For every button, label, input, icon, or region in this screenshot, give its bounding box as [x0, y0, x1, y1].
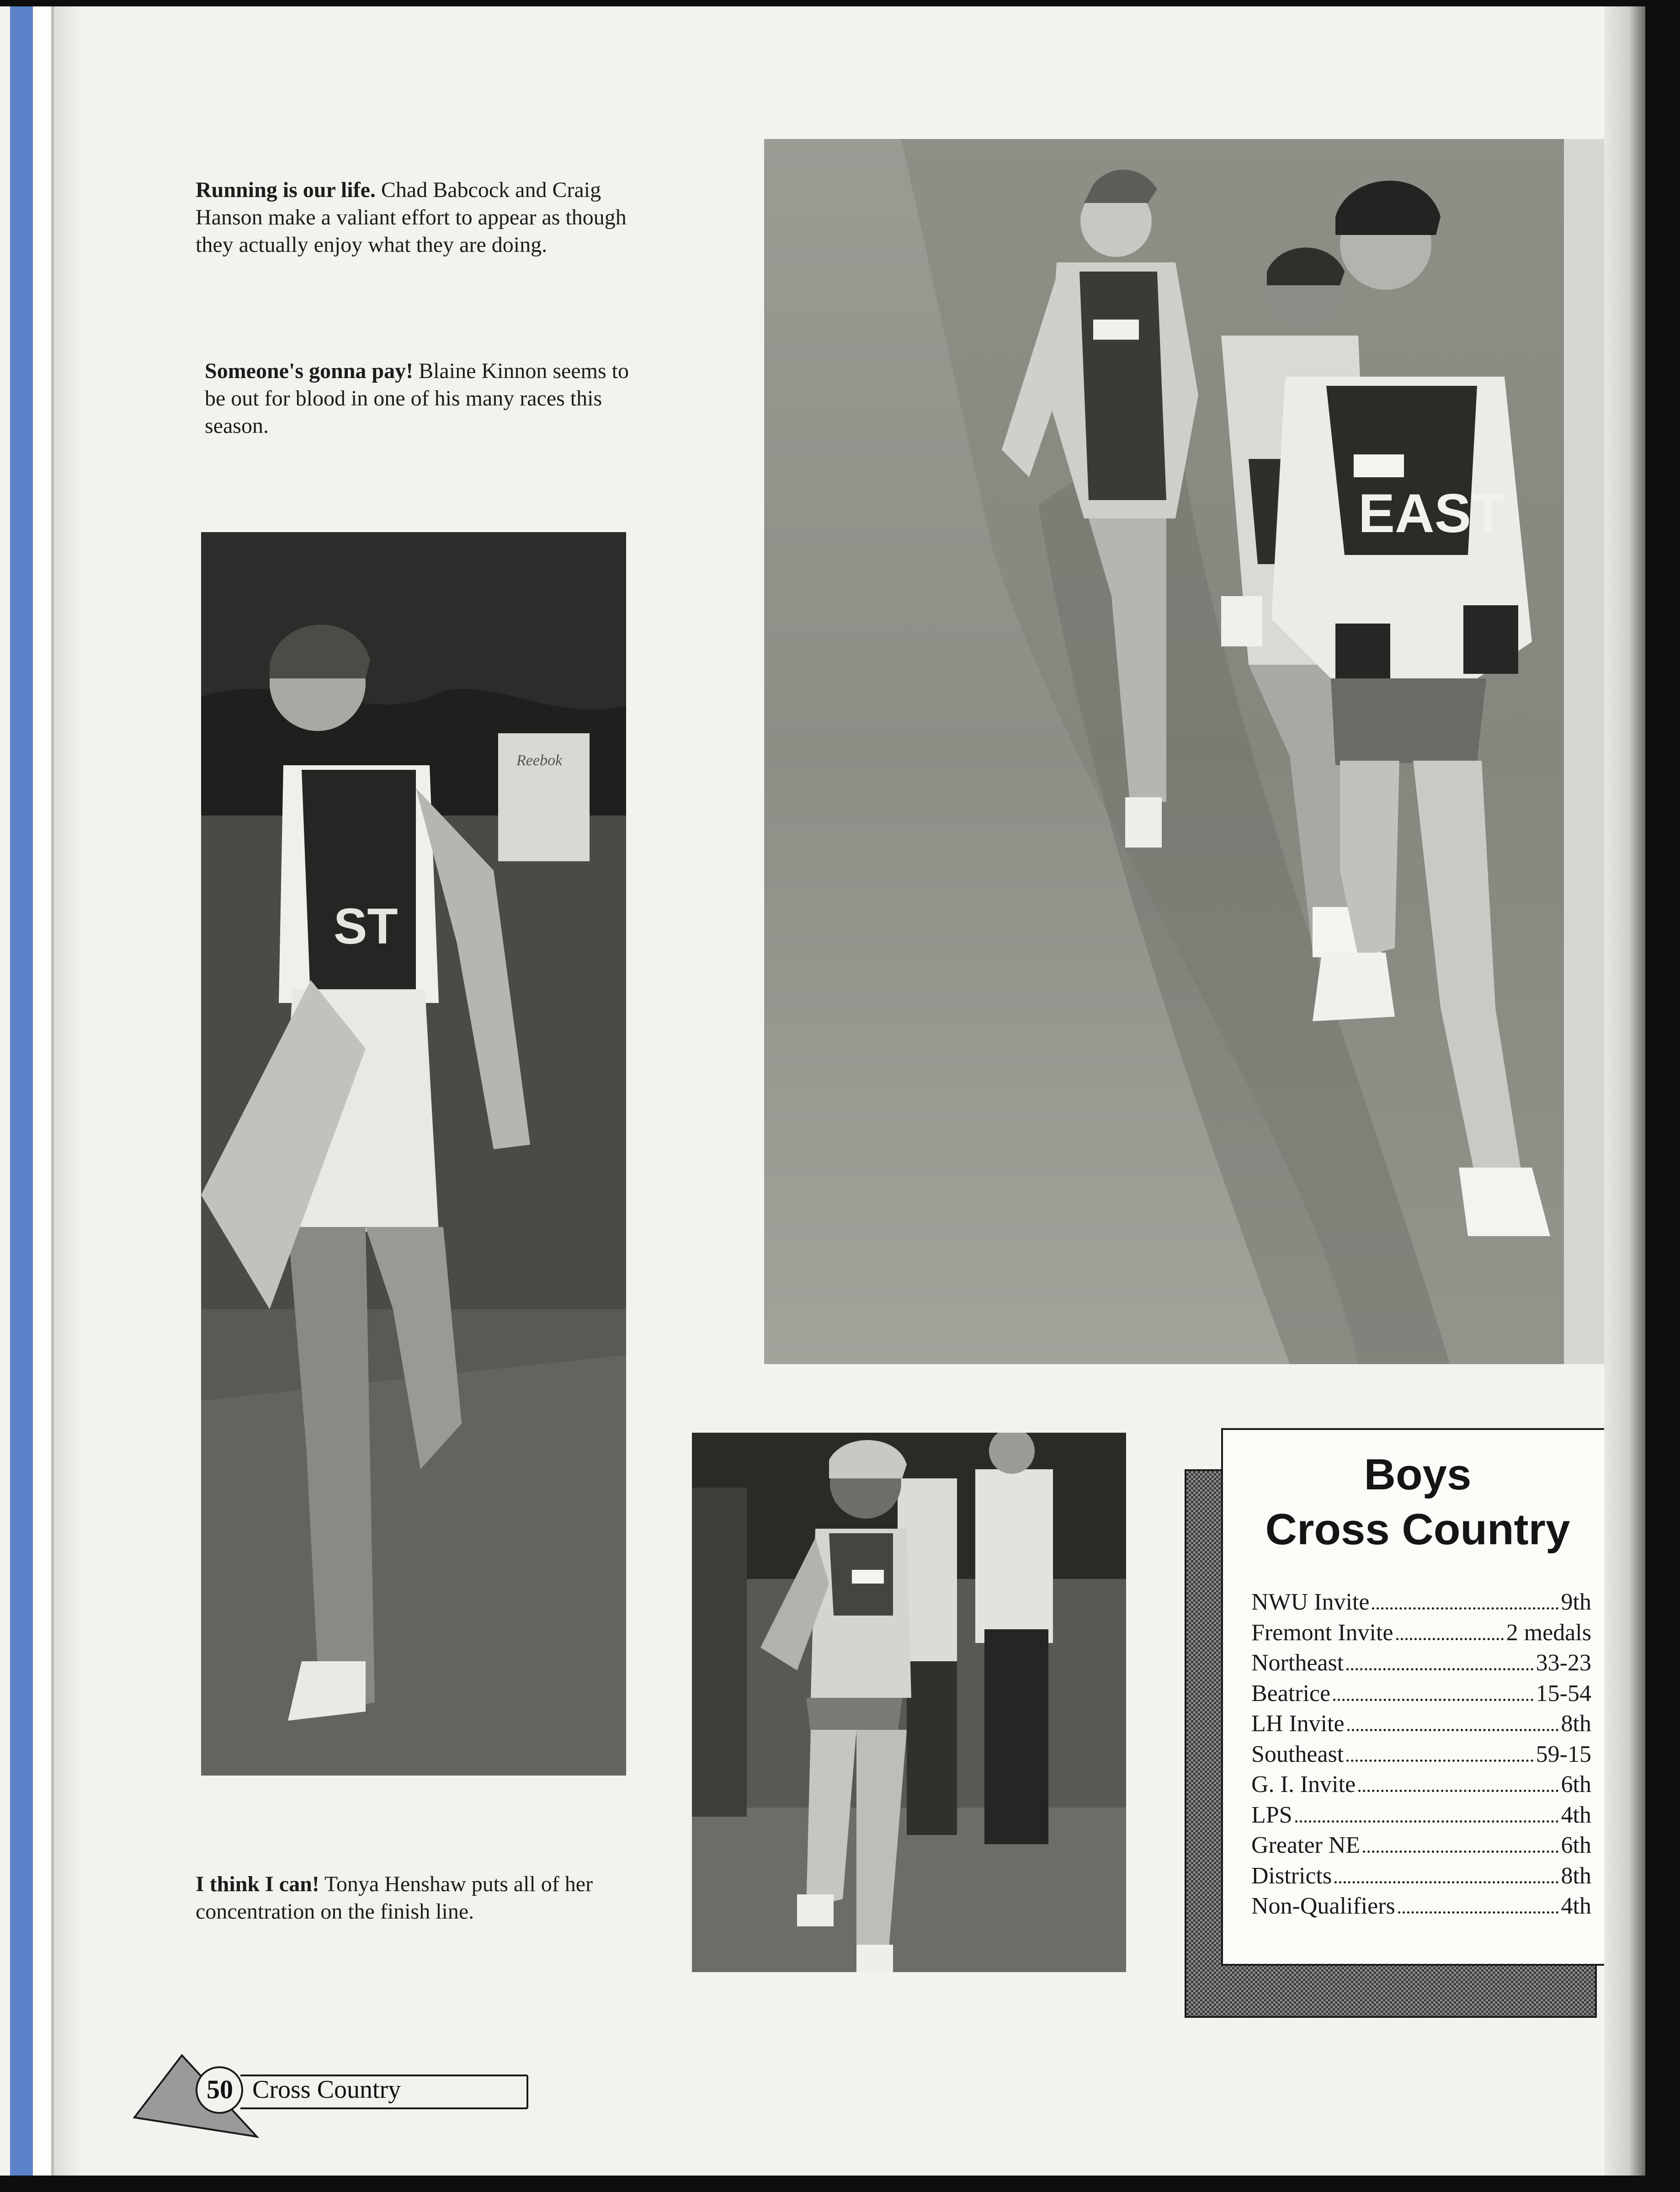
yearbook-page: [0, 6, 1645, 2176]
stats-event: LH Invite: [1251, 1711, 1345, 1737]
stats-leader: [1334, 1881, 1558, 1883]
stats-event: Northeast: [1251, 1650, 1344, 1676]
stats-event: Beatrice: [1251, 1680, 1331, 1707]
page-number: 50: [207, 2075, 233, 2104]
stats-title-line2: Cross Country: [1265, 1505, 1570, 1554]
stats-row: [1251, 1618, 1591, 1648]
caption-someone-lead: Someone's gonna pay!: [205, 359, 414, 383]
main-photo-jersey-text: EAST: [1358, 483, 1505, 544]
stats-result: 4th: [1561, 1893, 1591, 1919]
stats-leader: [1333, 1699, 1533, 1701]
section-label: Cross Country: [252, 2075, 401, 2104]
stats-row: [1251, 1770, 1591, 1800]
stats-event: Fremont Invite: [1251, 1619, 1393, 1646]
left-photo-jersey-text: ST: [334, 898, 398, 955]
stats-row: [1251, 1709, 1591, 1739]
stats-row: [1251, 1830, 1591, 1861]
caption-i-think-lead: I think I can!: [196, 1872, 319, 1896]
stats-result: 6th: [1561, 1832, 1591, 1858]
stats-box: [1221, 1428, 1614, 1966]
stats-result: 9th: [1561, 1589, 1591, 1615]
stats-result: 59-15: [1536, 1741, 1591, 1767]
stats-row: [1251, 1739, 1591, 1770]
stats-leader: [1398, 1911, 1558, 1914]
caption-running-lead: Running is our life.: [196, 178, 376, 202]
stats-event: NWU Invite: [1251, 1589, 1370, 1615]
stats-leader: [1346, 1760, 1533, 1762]
stats-leader: [1347, 1729, 1558, 1731]
stats-leader: [1372, 1607, 1558, 1610]
stats-event: Non-Qualifiers: [1251, 1893, 1395, 1919]
spectator-reebok: [498, 733, 590, 861]
stats-row: [1251, 1587, 1591, 1618]
stats-result: 33-23: [1536, 1650, 1591, 1676]
caption-someone: [205, 357, 630, 440]
stats-leader: [1396, 1638, 1504, 1640]
page-folio: [133, 2050, 544, 2141]
stats-event: Districts: [1251, 1862, 1332, 1889]
stats-row: [1251, 1648, 1591, 1679]
photo-runner-woods: [201, 532, 626, 1776]
stats-result: 4th: [1561, 1802, 1591, 1828]
caption-someone-body: Blaine Kinnon seems to be out for blood in one of his many races this season.: [205, 359, 629, 438]
stats-row: [1251, 1891, 1591, 1922]
photo-runner-finish: [692, 1433, 1126, 1972]
book-spine-binding: [10, 6, 33, 2176]
stats-event: Greater NE: [1251, 1832, 1361, 1858]
book-spine-margin: [33, 6, 51, 2176]
stats-title: [1223, 1447, 1612, 1557]
caption-i-think-body: Tonya Henshaw puts all of her concentration on the finish line.: [196, 1872, 593, 1924]
stats-leader: [1358, 1790, 1558, 1792]
stats-title-line1: Boys: [1364, 1450, 1472, 1499]
stats-row: [1251, 1800, 1591, 1831]
book-gutter-shadow: [54, 6, 81, 2176]
left-photo-shirt-text: Reebok: [516, 752, 563, 769]
photo-runners-hill: [764, 139, 1645, 1364]
stats-event: LPS: [1251, 1802, 1292, 1828]
page-right-edge: [1604, 6, 1645, 2176]
stats-leader: [1363, 1851, 1558, 1853]
stats-leader: [1295, 1820, 1558, 1823]
stats-result: 15-54: [1536, 1680, 1591, 1707]
caption-running: [196, 176, 643, 259]
stats-leader: [1346, 1668, 1533, 1670]
stats-results-list: [1251, 1587, 1591, 1922]
stats-result: 8th: [1561, 1862, 1591, 1889]
stats-event: G. I. Invite: [1251, 1771, 1356, 1797]
stats-result: 8th: [1561, 1711, 1591, 1737]
stats-event: Southeast: [1251, 1741, 1344, 1767]
caption-i-think: [196, 1871, 667, 1925]
caption-running-body: Chad Babcock and Craig Hanson make a valiant effort to appear as though they actually enjoy what they are doing.: [196, 178, 627, 257]
stats-row: [1251, 1861, 1591, 1892]
stats-result: 2 medals: [1506, 1619, 1591, 1646]
stats-result: 6th: [1561, 1771, 1591, 1797]
stats-row: [1251, 1679, 1591, 1709]
